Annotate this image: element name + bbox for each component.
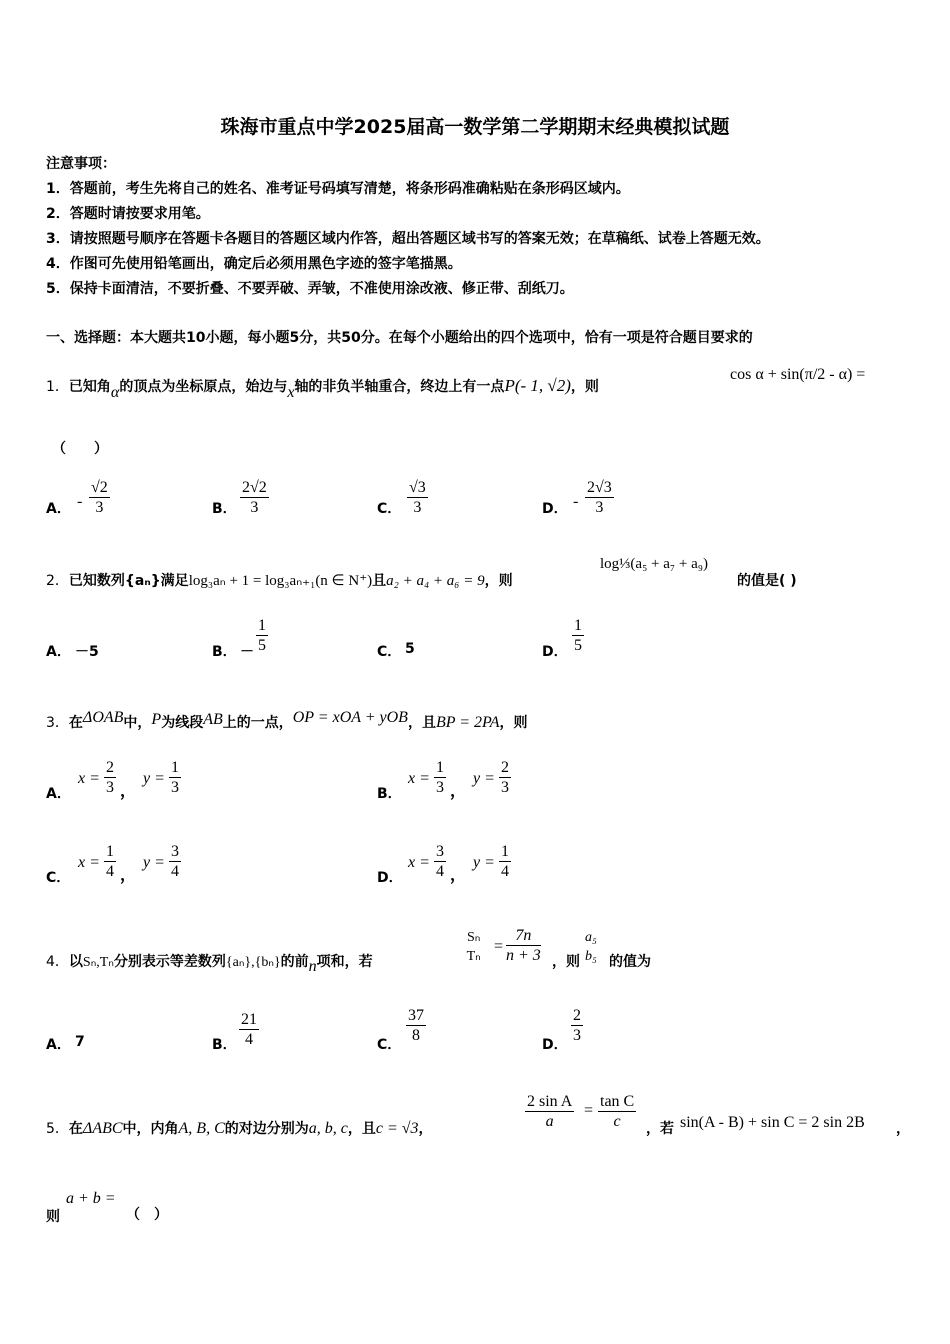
answer-paren: （ ） (126, 1207, 168, 1223)
q3-vector-equation: OP = xOA + yOB (292, 709, 408, 726)
option-d-x: $\frac{3}{4}$ (436, 843, 444, 880)
option-d-fraction: $\frac{1}{5}$ (574, 617, 582, 654)
question-1: 1．已知角α的顶点为坐标原点，始边与x轴的非负半轴重合，终边上有一点P(- 1, √2)，则 (46, 376, 599, 401)
page-title: 珠海市重点中学2025届高一数学第二学期期末经典模拟试题 (220, 116, 730, 138)
option-b-sign: － (240, 644, 254, 660)
option-c-label: C． (377, 1037, 402, 1053)
notice-item: 4．作图可先使用铅笔画出，确定后必须用黑色字迹的签字笔描黑。 (46, 256, 462, 272)
option-c-y: $\frac{3}{4}$ (171, 843, 179, 880)
option-c-fraction: $\frac{37}{8}$ (408, 1007, 424, 1044)
option-d-sign: - (573, 493, 579, 510)
notice-item: 3．请按照题号顺序在答题卡各题目的答题区域内作答，超出答题区域书写的答案无效；在草稿纸、试卷上答题无效。 (46, 231, 770, 247)
section-heading: 一、选择题：本大题共10小题，每小题5分，共50分。在每个小题给出的四个选项中，恰有一项是符合题目要求的 (46, 330, 753, 346)
option-d-label: D． (542, 1037, 568, 1053)
q5-ask: a + b = (66, 1190, 116, 1207)
option-b-x: $\frac{1}{3}$ (436, 759, 444, 796)
option-b-y: $\frac{2}{3}$ (501, 759, 509, 796)
option-c-x: $\frac{1}{4}$ (106, 843, 114, 880)
option-b-label: B． (212, 1037, 237, 1053)
option-c-fraction: $\frac{√3}{3}$ (409, 479, 426, 516)
option-a-label: A． (46, 501, 71, 517)
option-b-fraction: $\frac{21}{4}$ (241, 1011, 257, 1048)
option-d-fraction: $\frac{2}{3}$ (573, 1007, 581, 1044)
option-b-fraction: $\frac{1}{5}$ (258, 617, 266, 654)
question-5: 5．在ΔABC中，内角A, B, C的对边分别为a, b, c，且c = √3， (46, 1120, 433, 1137)
option-a-value: 7 (75, 1034, 85, 1050)
alpha-symbol: α (110, 384, 120, 401)
option-d-label: D． (377, 870, 403, 886)
option-a-sign: - (77, 493, 83, 510)
option-a-x: $\frac{2}{3}$ (106, 759, 114, 796)
option-c-value: 5 (405, 641, 415, 657)
q5-fraction-right: $\frac{\text{tan C}}{c}$ (600, 1093, 635, 1130)
option-b-label: B． (212, 644, 237, 660)
q4-ratio: Sₙ Tₙ (466, 930, 481, 964)
question-3: 3．在ΔOAB中，P为线段AB上的一点，OP = xOA + yOB，且BP = 2PA，则 (46, 709, 528, 731)
option-c-label: C． (377, 644, 402, 660)
option-a-fraction: $\frac{√2}{3}$ (91, 479, 108, 516)
notice-item: 1．答题前，考生先将自己的姓名、准考证号码填写清楚，将条形码准确粘贴在条形码区域内。 (46, 181, 630, 197)
option-d-y: $\frac{1}{4}$ (501, 843, 509, 880)
q5-condition: sin(A - B) + sin C = 2 sin 2B (680, 1114, 865, 1131)
notice-heading: 注意事项： (46, 156, 116, 172)
answer-paren: （ ） (52, 441, 108, 457)
point-expression: P(- 1, √2) (504, 376, 571, 395)
option-c-label: C． (377, 501, 402, 517)
q2-equation: log₃aₙ + 1 = log₃aₙ₊₁(n ∈ N⁺) (188, 573, 373, 589)
q2-expression: log⅓(a₅ + a₇ + a₉) (600, 556, 708, 572)
question-2: 2．已知数列{aₙ}满足log₃aₙ + 1 = log₃aₙ₊₁(n ∈ N⁺)且a₂ + a₄ + a₆ = 9，则 (46, 573, 513, 589)
q1-expression: cos α + sin(π/2 - α) = (730, 366, 866, 383)
option-a-label: A． (46, 644, 71, 660)
question-4: 4．以Sₙ,Tₙ分别表示等差数列{aₙ},{bₙ}的前n项和，若 (46, 954, 373, 975)
q4-ab-ratio: a₅ b₅ (585, 930, 597, 964)
question-number: 1． (46, 379, 69, 395)
option-a-value: －5 (75, 644, 99, 660)
option-a-y: $\frac{1}{3}$ (171, 759, 179, 796)
option-c-label: C． (46, 870, 71, 886)
q5-fraction-left: $\frac{\text{2 sin A}}{a}$ (527, 1093, 573, 1130)
notice-item: 2．答题时请按要求用笔。 (46, 206, 210, 222)
option-d-label: D． (542, 501, 568, 517)
option-d-label: D． (542, 644, 568, 660)
option-a-label: A． (46, 1037, 71, 1053)
option-b-label: B． (377, 786, 402, 802)
option-b-label: B． (212, 501, 237, 517)
notice-item: 5．保持卡面清洁，不要折叠、不要弄破、弄皱，不准使用涂改液、修正带、刮纸刀。 (46, 281, 574, 297)
option-b-fraction: $\frac{2√2}{3}$ (242, 479, 267, 516)
option-d-fraction: $\frac{2√3}{3}$ (587, 479, 612, 516)
option-a-label: A． (46, 786, 71, 802)
q4-rhs: $\frac{7n}{n + 3}$ (506, 927, 541, 964)
